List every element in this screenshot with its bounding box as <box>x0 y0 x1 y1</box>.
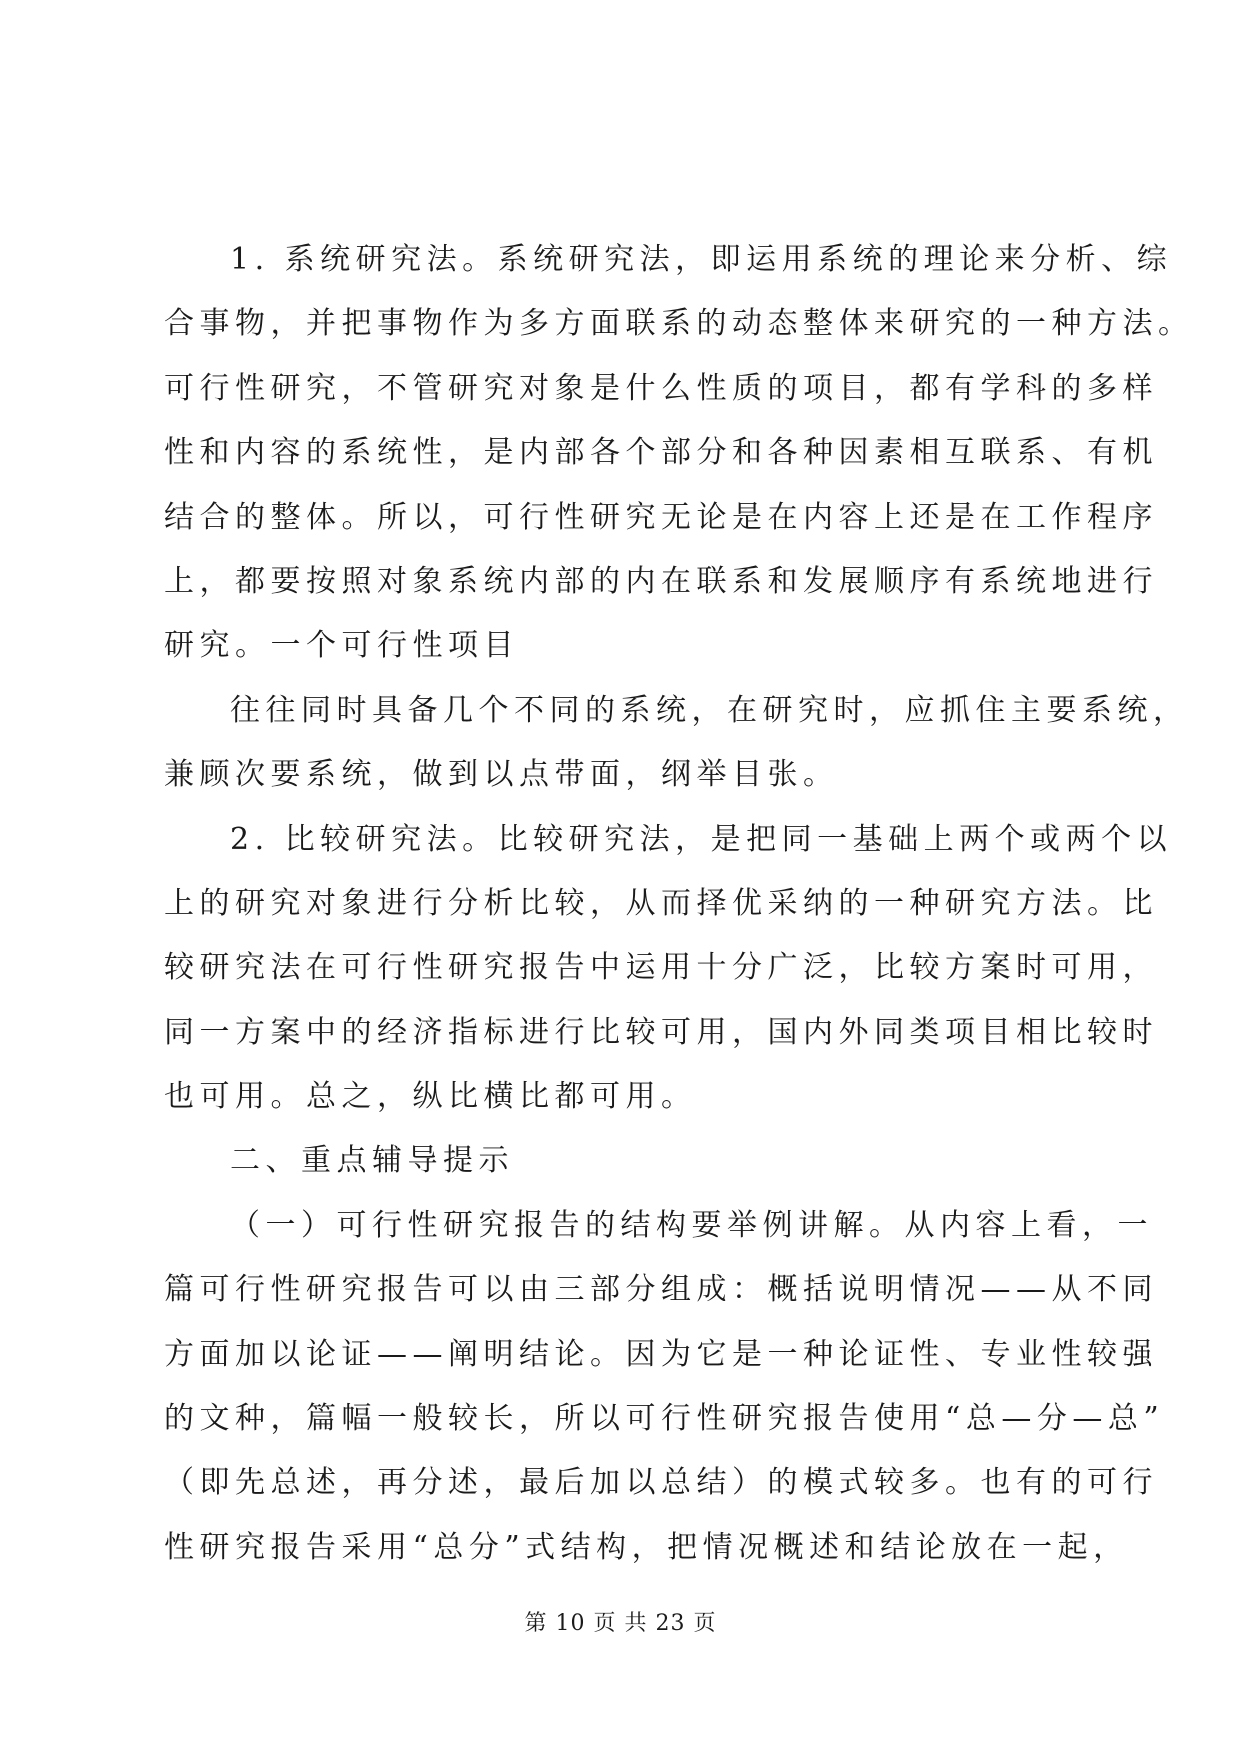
text-line: 性和内容的系统性，是内部各个部分和各种因素相互联系、有机 <box>164 435 1158 471</box>
text-line: 同一方案中的经济指标进行比较可用，国内外同类项目相比较时 <box>164 1014 1158 1050</box>
text-line: 方面加以论证——阐明结论。因为它是一种论证性、专业性较强 <box>164 1336 1158 1372</box>
section-heading: 二、重点辅导提示 <box>230 1143 514 1179</box>
text-line: 上的研究对象进行分析比较，从而择优采纳的一种研究方法。比 <box>164 885 1158 921</box>
text-line: 的文种，篇幅一般较长，所以可行性研究报告使用“总—分—总” <box>164 1401 1165 1437</box>
text-line: 性研究报告采用“总分”式结构，把情况概述和结论放在一起， <box>164 1529 1129 1565</box>
text-line: 研究。一个可行性项目 <box>164 628 519 664</box>
text-line: 往往同时具备几个不同的系统，在研究时，应抓住主要系统， <box>230 692 1189 728</box>
text-line: （一）可行性研究报告的结构要举例讲解。从内容上看，一 <box>230 1207 1153 1243</box>
text-line: 兼顾次要系统，做到以点带面，纲举目张。 <box>164 757 839 793</box>
text-line: 2. 比较研究法。比较研究法，是把同一基础上两个或两个以 <box>230 821 1173 857</box>
page-number-footer: 第 10 页 共 23 页 <box>524 1611 717 1636</box>
text-line: 1. 系统研究法。系统研究法，即运用系统的理论来分析、综 <box>230 242 1173 277</box>
text-line: 结合的整体。所以，可行性研究无论是在内容上还是在工作程序 <box>164 499 1158 535</box>
text-line: 上，都要按照对象系统内部的内在联系和发展顺序有系统地进行 <box>164 563 1158 599</box>
text-line: 合事物，并把事物作为多方面联系的动态整体来研究的一种方法。 <box>164 306 1194 342</box>
text-line: 可行性研究，不管研究对象是什么性质的项目，都有学科的多样 <box>164 370 1158 406</box>
text-line: （即先总述，再分述，最后加以总结）的模式较多。也有的可行 <box>164 1465 1158 1501</box>
text-line: 较研究法在可行性研究报告中运用十分广泛，比较方案时可用， <box>164 950 1158 986</box>
text-line: 也可用。总之，纵比横比都可用。 <box>164 1079 697 1115</box>
body-text <box>164 228 1194 1580</box>
text-line: 篇可行性研究报告可以由三部分组成：概括说明情况——从不同 <box>164 1272 1158 1308</box>
